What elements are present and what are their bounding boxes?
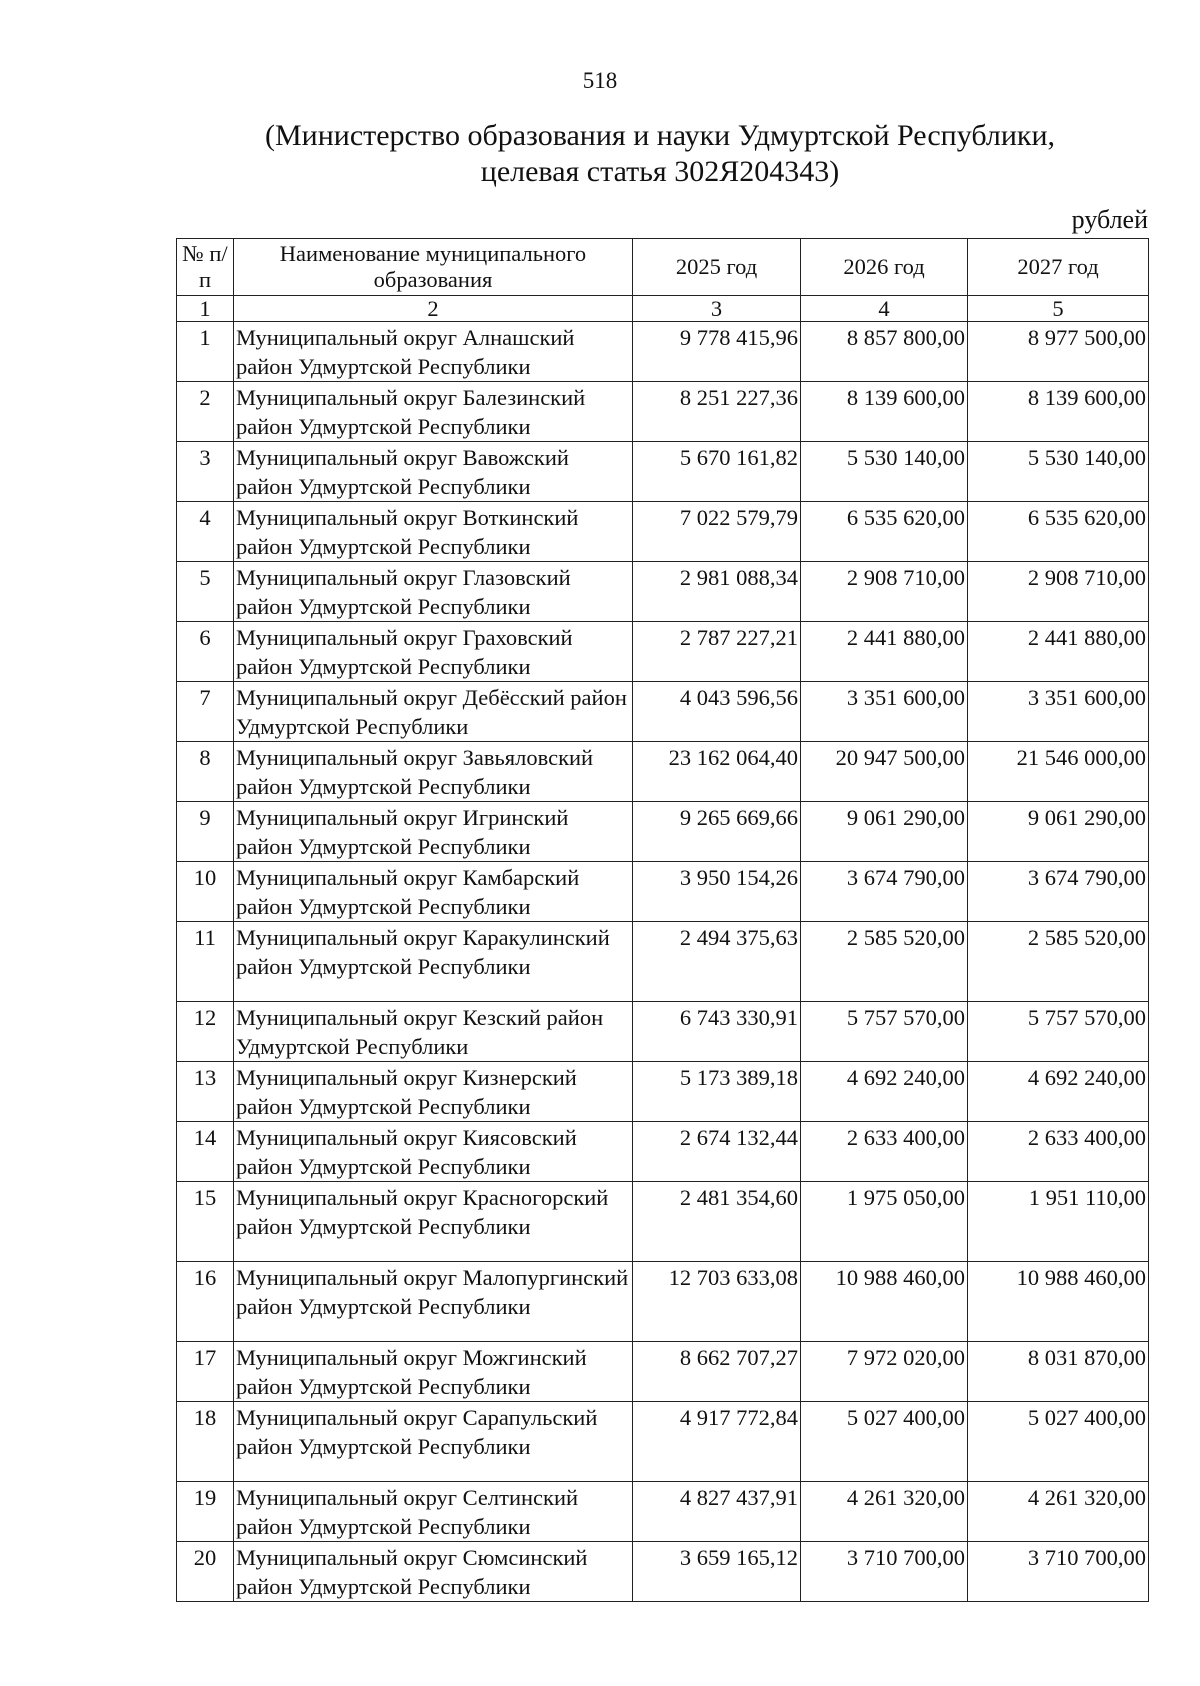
table-row bbox=[177, 502, 1149, 562]
municipality-name-cell: Муниципальный округ Малопургинский район Удмуртской Республики bbox=[234, 1262, 633, 1342]
table-row bbox=[177, 742, 1149, 802]
municipality-name-cell: Муниципальный округ Селтинский район Удмуртской Республики bbox=[234, 1482, 633, 1542]
amount-2025-cell: 4 917 772,84 bbox=[633, 1402, 801, 1482]
header-year-2025: 2025 год bbox=[633, 239, 801, 296]
amount-2025-cell: 8 251 227,36 bbox=[633, 382, 801, 442]
column-index: 3 bbox=[633, 296, 801, 322]
municipality-name-cell: Муниципальный округ Дебёсский район Удмуртской Республики bbox=[234, 682, 633, 742]
amount-2027-cell: 5 530 140,00 bbox=[968, 442, 1149, 502]
row-number-cell: 16 bbox=[177, 1262, 234, 1342]
amount-2025-cell: 9 265 669,66 bbox=[633, 802, 801, 862]
row-number-cell: 4 bbox=[177, 502, 234, 562]
amount-2027-cell: 5 027 400,00 bbox=[968, 1402, 1149, 1482]
amount-2025-cell: 3 659 165,12 bbox=[633, 1542, 801, 1602]
row-number-cell: 9 bbox=[177, 802, 234, 862]
amount-2027-cell: 4 261 320,00 bbox=[968, 1482, 1149, 1542]
amount-2026-cell: 2 585 520,00 bbox=[801, 922, 968, 1002]
amount-2026-cell: 5 027 400,00 bbox=[801, 1402, 968, 1482]
municipality-name-cell: Муниципальный округ Киясовский район Удмуртской Республики bbox=[234, 1122, 633, 1182]
amount-2027-cell: 21 546 000,00 bbox=[968, 742, 1149, 802]
row-number-cell: 10 bbox=[177, 862, 234, 922]
amount-2027-cell: 2 908 710,00 bbox=[968, 562, 1149, 622]
header-year-2026: 2026 год bbox=[801, 239, 968, 296]
column-index: 5 bbox=[968, 296, 1149, 322]
amount-2025-cell: 2 674 132,44 bbox=[633, 1122, 801, 1182]
municipality-name-cell: Муниципальный округ Камбарский район Удмуртской Республики bbox=[234, 862, 633, 922]
amount-2025-cell: 2 981 088,34 bbox=[633, 562, 801, 622]
amount-2027-cell: 5 757 570,00 bbox=[968, 1002, 1149, 1062]
row-number-cell: 2 bbox=[177, 382, 234, 442]
amount-2025-cell: 5 670 161,82 bbox=[633, 442, 801, 502]
amount-2026-cell: 4 261 320,00 bbox=[801, 1482, 968, 1542]
title-line-2: целевая статья 302Я204343) bbox=[480, 155, 840, 188]
amount-2027-cell: 9 061 290,00 bbox=[968, 802, 1149, 862]
municipality-name-cell: Муниципальный округ Глазовский район Удмуртской Республики bbox=[234, 562, 633, 622]
amount-2027-cell: 3 674 790,00 bbox=[968, 862, 1149, 922]
amount-2027-cell: 6 535 620,00 bbox=[968, 502, 1149, 562]
row-number-cell: 13 bbox=[177, 1062, 234, 1122]
amount-2025-cell: 2 481 354,60 bbox=[633, 1182, 801, 1262]
municipality-name-cell: Муниципальный округ Алнашский район Удмуртской Республики bbox=[234, 322, 633, 382]
table-row bbox=[177, 1002, 1149, 1062]
row-number-cell: 11 bbox=[177, 922, 234, 1002]
municipality-name-cell: Муниципальный округ Балезинский район Удмуртской Республики bbox=[234, 382, 633, 442]
row-number-cell: 5 bbox=[177, 562, 234, 622]
table-row bbox=[177, 862, 1149, 922]
column-index: 4 bbox=[801, 296, 968, 322]
amount-2026-cell: 7 972 020,00 bbox=[801, 1342, 968, 1402]
municipality-name-cell: Муниципальный округ Каракулинский район Удмуртской Республики bbox=[234, 922, 633, 1002]
header-municipality-name: Наименование муниципального образования bbox=[234, 239, 633, 296]
amount-2026-cell: 2 908 710,00 bbox=[801, 562, 968, 622]
amount-2026-cell: 9 061 290,00 bbox=[801, 802, 968, 862]
title-line-1: (Министерство образования и науки Удмуртской Республики, bbox=[264, 119, 1056, 152]
amount-2026-cell: 3 674 790,00 bbox=[801, 862, 968, 922]
table-row bbox=[177, 802, 1149, 862]
amount-2027-cell: 2 441 880,00 bbox=[968, 622, 1149, 682]
amount-2025-cell: 3 950 154,26 bbox=[633, 862, 801, 922]
amount-2026-cell: 3 710 700,00 bbox=[801, 1542, 968, 1602]
amount-2025-cell: 4 827 437,91 bbox=[633, 1482, 801, 1542]
table-row bbox=[177, 1062, 1149, 1122]
amount-2026-cell: 10 988 460,00 bbox=[801, 1262, 968, 1342]
amount-2026-cell: 6 535 620,00 bbox=[801, 502, 968, 562]
table-row bbox=[177, 1482, 1149, 1542]
row-number-cell: 1 bbox=[177, 322, 234, 382]
amount-2026-cell: 5 757 570,00 bbox=[801, 1002, 968, 1062]
amount-2025-cell: 6 743 330,91 bbox=[633, 1002, 801, 1062]
amount-2025-cell: 2 787 227,21 bbox=[633, 622, 801, 682]
table-header-row bbox=[177, 239, 1149, 296]
municipality-name-cell: Муниципальный округ Сарапульский район Удмуртской Республики bbox=[234, 1402, 633, 1482]
table-row bbox=[177, 1182, 1149, 1262]
row-number-cell: 3 bbox=[177, 442, 234, 502]
municipality-name-cell: Муниципальный округ Граховский район Удмуртской Республики bbox=[234, 622, 633, 682]
row-number-cell: 14 bbox=[177, 1122, 234, 1182]
amount-2026-cell: 3 351 600,00 bbox=[801, 682, 968, 742]
table-row bbox=[177, 322, 1149, 382]
table-row bbox=[177, 1542, 1149, 1602]
amount-2025-cell: 2 494 375,63 bbox=[633, 922, 801, 1002]
amount-2027-cell: 2 633 400,00 bbox=[968, 1122, 1149, 1182]
municipality-name-cell: Муниципальный округ Игринский район Удмуртской Республики bbox=[234, 802, 633, 862]
amount-2025-cell: 5 173 389,18 bbox=[633, 1062, 801, 1122]
municipality-name-cell: Муниципальный округ Кизнерский район Удмуртской Республики bbox=[234, 1062, 633, 1122]
document-title bbox=[180, 118, 1140, 190]
table-row bbox=[177, 562, 1149, 622]
page-number: 518 bbox=[582, 68, 618, 93]
amount-2026-cell: 5 530 140,00 bbox=[801, 442, 968, 502]
row-number-cell: 7 bbox=[177, 682, 234, 742]
municipality-name-cell: Муниципальный округ Сюмсинский район Удмуртской Республики bbox=[234, 1542, 633, 1602]
row-number-cell: 17 bbox=[177, 1342, 234, 1402]
municipality-name-cell: Муниципальный округ Вавожский район Удмуртской Республики bbox=[234, 442, 633, 502]
column-index: 2 bbox=[234, 296, 633, 322]
table-row bbox=[177, 682, 1149, 742]
amount-2027-cell: 4 692 240,00 bbox=[968, 1062, 1149, 1122]
amount-2026-cell: 8 139 600,00 bbox=[801, 382, 968, 442]
amount-2025-cell: 4 043 596,56 bbox=[633, 682, 801, 742]
amount-2025-cell: 7 022 579,79 bbox=[633, 502, 801, 562]
table-row bbox=[177, 1262, 1149, 1342]
header-year-2027: 2027 год bbox=[968, 239, 1149, 296]
table-row bbox=[177, 1122, 1149, 1182]
municipality-name-cell: Муниципальный округ Красногорский район Удмуртской Республики bbox=[234, 1182, 633, 1262]
column-index: 1 bbox=[177, 296, 234, 322]
municipality-name-cell: Муниципальный округ Кезский район Удмуртской Республики bbox=[234, 1002, 633, 1062]
amount-2027-cell: 3 351 600,00 bbox=[968, 682, 1149, 742]
row-number-cell: 20 bbox=[177, 1542, 234, 1602]
amount-2025-cell: 9 778 415,96 bbox=[633, 322, 801, 382]
amount-2026-cell: 2 633 400,00 bbox=[801, 1122, 968, 1182]
amount-2026-cell: 2 441 880,00 bbox=[801, 622, 968, 682]
currency-units-label: рублей bbox=[1071, 205, 1148, 234]
row-number-cell: 15 bbox=[177, 1182, 234, 1262]
amount-2026-cell: 1 975 050,00 bbox=[801, 1182, 968, 1262]
row-number-cell: 18 bbox=[177, 1402, 234, 1482]
amount-2026-cell: 20 947 500,00 bbox=[801, 742, 968, 802]
table-row bbox=[177, 922, 1149, 1002]
municipality-name-cell: Муниципальный округ Воткинский район Удмуртской Республики bbox=[234, 502, 633, 562]
table-row bbox=[177, 442, 1149, 502]
row-number-cell: 19 bbox=[177, 1482, 234, 1542]
amount-2027-cell: 3 710 700,00 bbox=[968, 1542, 1149, 1602]
table-row bbox=[177, 1342, 1149, 1402]
amount-2026-cell: 8 857 800,00 bbox=[801, 322, 968, 382]
amount-2027-cell: 8 139 600,00 bbox=[968, 382, 1149, 442]
municipality-name-cell: Муниципальный округ Можгинский район Удмуртской Республики bbox=[234, 1342, 633, 1402]
amount-2025-cell: 23 162 064,40 bbox=[633, 742, 801, 802]
municipality-name-cell: Муниципальный округ Завьяловский район Удмуртской Республики bbox=[234, 742, 633, 802]
amount-2026-cell: 4 692 240,00 bbox=[801, 1062, 968, 1122]
table-body bbox=[177, 322, 1149, 1602]
amount-2025-cell: 8 662 707,27 bbox=[633, 1342, 801, 1402]
row-number-cell: 12 bbox=[177, 1002, 234, 1062]
row-number-cell: 8 bbox=[177, 742, 234, 802]
allocation-table bbox=[176, 238, 1149, 1602]
header-row-number: № п/п bbox=[177, 239, 234, 296]
amount-2027-cell: 8 031 870,00 bbox=[968, 1342, 1149, 1402]
amount-2027-cell: 8 977 500,00 bbox=[968, 322, 1149, 382]
amount-2027-cell: 2 585 520,00 bbox=[968, 922, 1149, 1002]
amount-2027-cell: 10 988 460,00 bbox=[968, 1262, 1149, 1342]
table-row bbox=[177, 1402, 1149, 1482]
amount-2027-cell: 1 951 110,00 bbox=[968, 1182, 1149, 1262]
table-row bbox=[177, 382, 1149, 442]
row-number-cell: 6 bbox=[177, 622, 234, 682]
column-index-row bbox=[177, 296, 1149, 322]
amount-2025-cell: 12 703 633,08 bbox=[633, 1262, 801, 1342]
table-row bbox=[177, 622, 1149, 682]
